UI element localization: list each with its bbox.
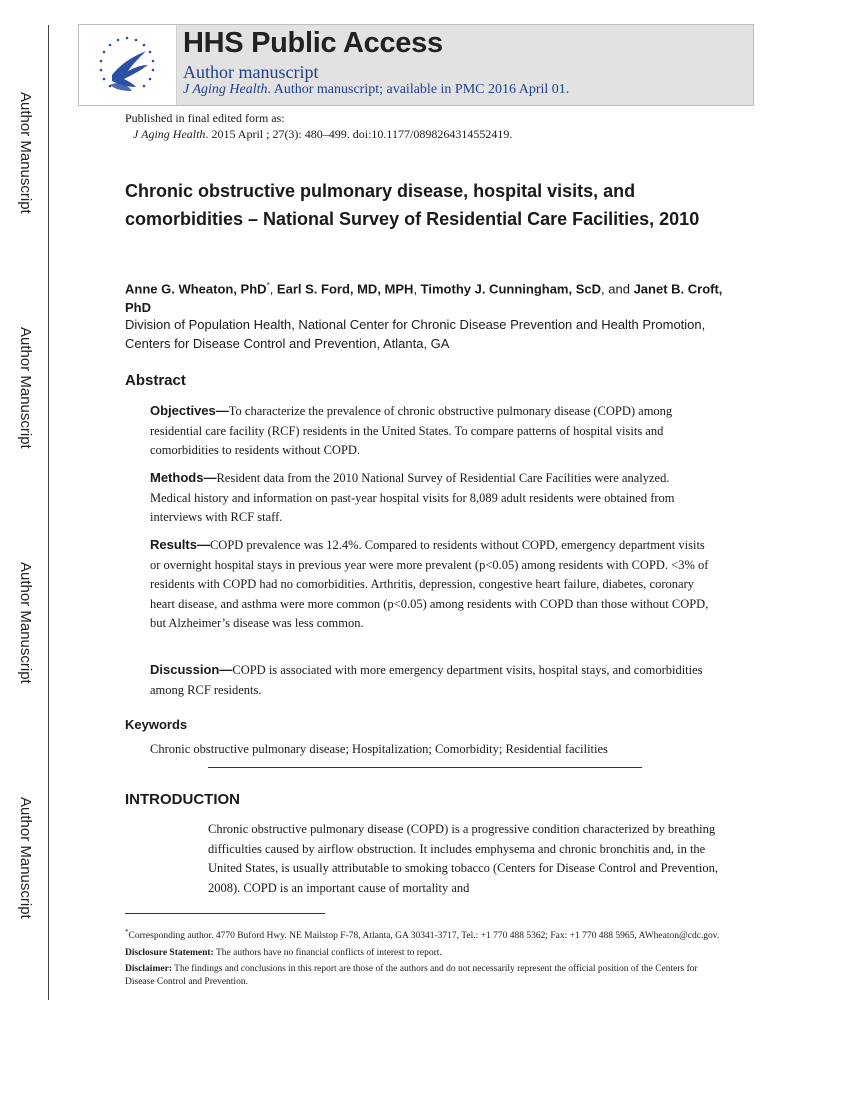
results-text: COPD prevalence was 12.4%. Compared to residents without COPD, emergency department visits or overnight hospital stays in previous year were more prevalent (p<0.05) among residents with COPD. <3% of residents with COPD had no comorbidities. Arthritis, depression, congestive heart failure, diabetes, coronary heart disease, and asthma were more common (p<0.05) among residents with COPD than those without COPD, but Alzheimer’s disease was less common.: [150, 538, 709, 630]
publication-note: [125, 110, 512, 142]
section-divider: [208, 767, 642, 768]
footnote-rule: [125, 913, 325, 914]
author-3: Timothy J. Cunningham, ScD: [420, 281, 602, 297]
footnote-disclosure: [125, 947, 725, 960]
hhs-eagle-logo-icon: [92, 35, 162, 95]
discussion-label: Discussion—: [150, 662, 233, 677]
disclosure-label: Disclosure Statement:: [125, 947, 214, 958]
publication-journal: J Aging Health: [133, 127, 206, 141]
margin-label-3: Author Manuscript: [17, 562, 34, 684]
hhs-header: [78, 24, 754, 106]
author-list: Anne G. Wheaton, PhD*, Earl S. Ford, MD, MPH, Timothy J. Cunningham, ScD, and Janet B. Croft, PhD: [125, 281, 723, 316]
corresponding-mark: *: [125, 928, 129, 936]
introduction-heading: INTRODUCTION: [125, 791, 240, 808]
footnote-corresponding: [125, 926, 725, 943]
margin-label-1: Author Manuscript: [17, 92, 34, 214]
footnote-disclaimer: [125, 963, 725, 988]
abstract-methods: [150, 468, 710, 528]
header-title: HHS Public Access: [183, 27, 443, 59]
header-subtitle: Author manuscript: [183, 62, 319, 82]
footnotes: [125, 926, 725, 992]
discussion-text: COPD is associated with more emergency department visits, hospital stays, and comorbidities among RCF residents.: [150, 663, 703, 697]
affiliation: Division of Population Health, National Center for Chronic Disease Prevention and Health Promotion, Centers for Disease Control and Prevention, Atlanta, GA: [125, 317, 706, 351]
margin-label-4: Author Manuscript: [17, 797, 34, 919]
disclaimer-label: Disclaimer:: [125, 964, 172, 975]
author-4: Janet B. Croft, PhD: [125, 281, 723, 316]
publication-details: . 2015 April ; 27(3): 480–499. doi:10.1177/0898264314552419.: [205, 127, 513, 141]
objectives-text: To characterize the prevalence of chronic obstructive pulmonary disease (COPD) among residential care facility (RCF) residents in the United States. To compare patterns of hospital visits and comorbidities to residents without COPD.: [150, 404, 673, 457]
author-conjunction: and: [608, 281, 630, 297]
corresponding-text: Corresponding author. 4770 Buford Hwy. NE Mailstop F-78, Atlanta, GA 30341-3717, Tel.: +1 770 488 5362; Fax: +1 770 488 5965, AWheaton@cdc.gov.: [128, 931, 720, 942]
header-title-area: [177, 25, 753, 105]
keywords-heading: Keywords: [125, 717, 188, 732]
publication-note-text: Published in final edited form as:: [125, 111, 285, 125]
publication-citation: [125, 126, 512, 142]
margin-rule: [48, 25, 49, 1000]
abstract-objectives: [150, 401, 710, 461]
author-2: Earl S. Ford, MD, MPH: [276, 281, 414, 297]
header-journal: J Aging Health: [183, 82, 268, 97]
abstract-heading: Abstract: [125, 372, 186, 389]
header-availability: . Author manuscript; available in PMC 2016 April 01.: [267, 82, 570, 97]
introduction-paragraph: Chronic obstructive pulmonary disease (COPD) is a progressive condition characterized by breathing difficulties caused by airflow obstruction. It includes emphysema and chronic bronchitis and, in the United States, is usually attributable to smoking tobacco (Centers for Disease Control and Prevention, 2008). COPD is an important cause of mortality and: [208, 822, 718, 895]
methods-label: Methods—: [150, 470, 217, 485]
article-title: Chronic obstructive pulmonary disease, hospital visits, and comorbidities – National Survey of Residential Care Facilities, 2010: [125, 181, 700, 229]
abstract-discussion: [150, 660, 710, 700]
logo-cell: [79, 25, 177, 105]
author-1-mark[interactable]: *: [266, 281, 270, 290]
disclaimer-text: The findings and conclusions in this report are those of the authors and do not necessarily represent the official position of the Centers for Disease Control and Prevention.: [125, 964, 698, 987]
results-label: Results—: [150, 537, 210, 552]
author-1: Anne G. Wheaton, PhD: [125, 281, 267, 297]
objectives-label: Objectives—: [150, 403, 229, 418]
keywords-text: Chronic obstructive pulmonary disease; Hospitalization; Comorbidity; Residential facilities: [150, 742, 608, 756]
abstract-results: [150, 535, 710, 634]
methods-text: Resident data from the 2010 National Survey of Residential Care Facilities were analyzed. Medical history and information on past-year hospital visits for 8,089 adult residents were obtained from interviews with RCF staff.: [150, 471, 675, 524]
margin-label-2: Author Manuscript: [17, 327, 34, 449]
header-citation: [183, 82, 569, 98]
disclosure-text: The authors have no financial conflicts of interest to report.: [213, 947, 442, 958]
